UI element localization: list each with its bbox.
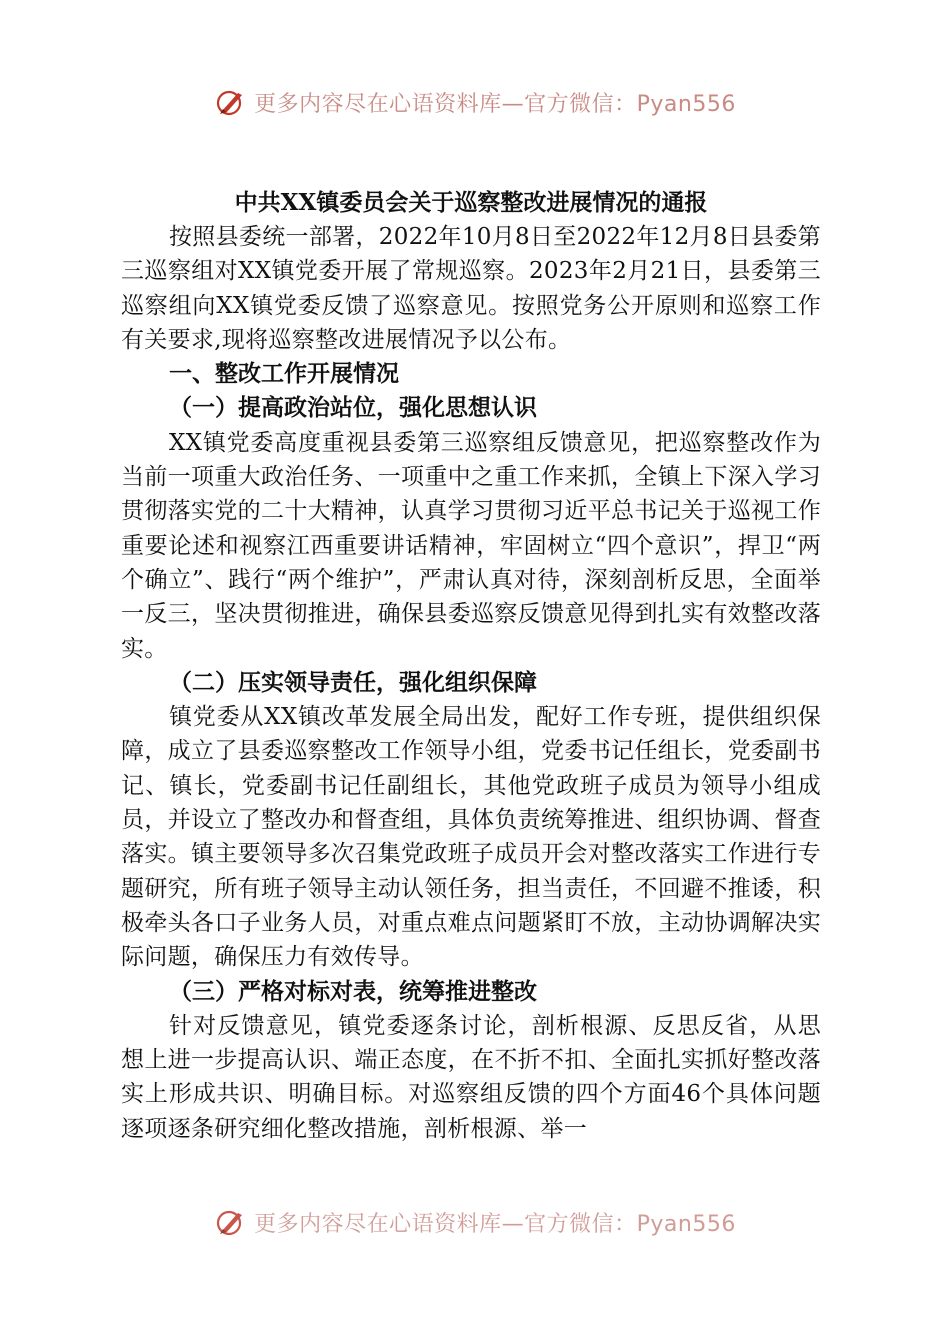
pen-nib-logo-icon (214, 1205, 248, 1239)
pen-nib-logo-icon (214, 85, 248, 119)
subsection-heading-3: （三）严格对标对表，统筹推进整改 (169, 978, 537, 1005)
subsection-paragraph-1: XX镇党委高度重视县委第三巡察组反馈意见，把巡察整改作为当前一项重大政治任务、一项重中之重工作来抓，全镇上下深入学习贯彻落实党的二十大精神，认真学习贯彻习近平总书记关于巡视工作重要论述和视察江西重要讲话精神，牢固树立“四个意识”，捍卫“两个确立”、践行“两个维护”，严肃认真对待，深刻剖析反思，全面举一反三，坚决贯彻推进，确保县委巡察反馈意见得到扎实有效整改落实。 (121, 429, 821, 662)
watermark-text: 更多内容尽在心语资料库—官方微信：Pyan556 (254, 1211, 736, 1237)
subsection-paragraph-2: 镇党委从XX镇改革发展全局出发，配好工作专班，提供组织保障，成立了县委巡察整改工作领导小组，党委书记任组长，党委副书记、镇长，党委副书记任副组长，其他党政班子成员为领导小组成员，并设立了整改办和督查组，具体负责统筹推进、组织协调、督查落实。镇主要领导多次召集党政班子成员开会对整改落实工作进行专题研究，所有班子领导主动认领任务，担当责任，不回避不推诿，积极牵头各口子业务人员，对重点难点问题紧盯不放，主动协调解决实际问题，确保压力有效传导。 (121, 704, 821, 971)
subsection-heading-1: （一）提高政治站位，强化思想认识 (169, 395, 537, 422)
subsection-paragraph-3: 针对反馈意见，镇党委逐条讨论，剖析根源、反思反省，从思想上进一步提高认识、端正态度，在不折不扣、全面扎实抓好整改落实上形成共识、明确目标。对巡察组反馈的四个方面46个具体问题逐项逐条研究细化整改措施，剖析根源、举一 (121, 1012, 821, 1142)
section-heading-1: 一、整改工作开展情况 (169, 361, 399, 388)
document-title: 中共XX镇委员会关于巡察整改进展情况的通报 (234, 189, 708, 216)
watermark-banner-top (0, 82, 950, 122)
intro-paragraph: 按照县委统一部署，2022年10月8日至2022年12月8日县委第三巡察组对XX镇党委开展了常规巡察。2023年2月21日，县委第三巡察组向XX镇党委反馈了巡察意见。按照党务公开原则和巡察工作有关要求,现将巡察整改进展情况予以公布。 (121, 224, 821, 353)
watermark-banner-bottom (0, 1202, 950, 1242)
subsection-heading-2: （二）压实领导责任，强化组织保障 (169, 669, 537, 696)
document-body (121, 186, 821, 1146)
watermark-text: 更多内容尽在心语资料库—官方微信：Pyan556 (254, 91, 736, 117)
